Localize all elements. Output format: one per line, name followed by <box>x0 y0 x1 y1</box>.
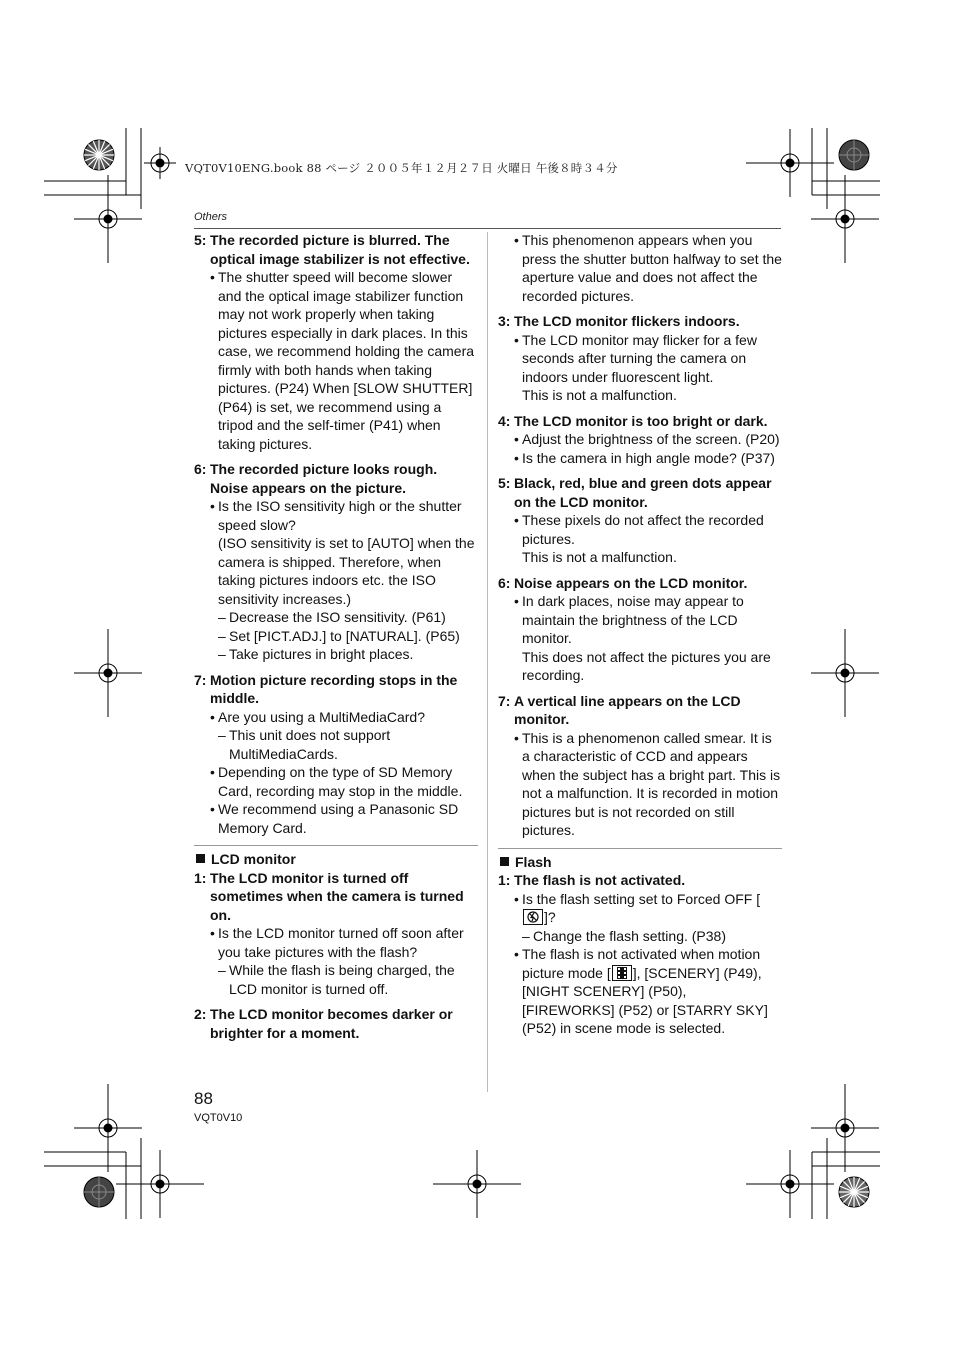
list-item: • In dark places, noise may appear to maintain the brightness of the LCD monitor. This does not affect the pictures you are recording. <box>514 593 771 683</box>
model-code: VQT0V10 <box>194 1112 243 1124</box>
list-item: • We recommend using a Panasonic SD Memory Card. <box>210 801 459 836</box>
right-column <box>498 231 782 1045</box>
header-rule <box>194 228 781 229</box>
sub-item: – Change the flash setting. (P38) <box>522 927 727 944</box>
list-item: • Is the ISO sensitivity high or the shutter speed slow? (ISO sensitivity is set to [AUTO] when the camera is shipped. Therefore, when taking pictures indoors etc. the ISO sensitivity increases.) <box>210 498 475 607</box>
item-title: The LCD monitor is too bright or dark. <box>514 412 768 429</box>
section-label: Others <box>194 211 228 223</box>
list-item: • The shutter speed will become slower and the optical image stabilizer function may not work properly when taking pictures especially in dark places. In this case, we recommend holding the camera firmly with both hands when taking pictures. (P24) When [SLOW SHUTTER] (P64) is set, we recommend using a tripod and the self-timer (P41) when taking pictures. <box>210 269 475 452</box>
column-divider <box>487 232 488 1092</box>
list-item: • Is the LCD monitor turned off soon after you take pictures with the flash? <box>210 925 464 960</box>
list-item: • This is a phenomenon called smear. It is a characteristic of CCD and appears when the subject has a bright part. This is not a malfunction. It is recorded in motion pictures but is not recorded on still pictures. <box>514 729 781 838</box>
item-title: Black, red, blue and green dots appear on the LCD monitor. <box>514 475 772 510</box>
sub-item: – This unit does not support MultiMediaCards. <box>218 727 391 762</box>
lcd-item-5: 5: Black, red, blue and green dots appear on the LCD monitor. • These pixels do not affect the recorded pictures. This is not a malfunction. <box>498 474 782 567</box>
list-item: • Depending on the type of SD Memory Card, recording may stop in the middle. <box>210 764 463 799</box>
motion-picture-icon <box>612 965 632 981</box>
item-number: 5: <box>194 232 207 248</box>
flash-item-1: 1: The flash is not activated. • Is the flash setting set to Forced OFF []? – Change the flash setting. (P38) • The flash is not activated when motion picture mode [ ], [SCENERY] (P49), [NIGHT SCENERY] (P50), [FIREWORKS] (P52) or [STARRY SKY] (P52) in scene mode is selected. <box>498 871 782 1038</box>
sub-item: – While the flash is being charged, the LCD monitor is turned off. <box>218 962 455 997</box>
sub-item: – Set [PICT.ADJ.] to [NATURAL]. (P65) <box>218 627 460 644</box>
item-title: Noise appears on the LCD monitor. <box>514 574 748 591</box>
item-title: The LCD monitor is turned off sometimes when the camera is turned on. <box>210 869 464 923</box>
square-bullet-icon <box>500 857 509 866</box>
list-item: • Adjust the brightness of the screen. (P20) <box>514 431 780 447</box>
list-item: • Is the camera in high angle mode? (P37) <box>514 449 775 466</box>
sub-item: – Take pictures in bright places. <box>218 646 414 662</box>
group-divider <box>194 845 478 846</box>
lcd-item-2-cont <box>498 231 782 305</box>
lcd-item-1: 1: The LCD monitor is turned off sometimes when the camera is turned on. • Is the LCD monitor turned off soon after you take pictures with the flash? – While the flash is being charged, the LCD monitor is turned off. <box>194 869 478 999</box>
trouble-item-6: 6: The recorded picture looks rough. Noise appears on the picture. • Is the ISO sensitivity high or the shutter speed slow? (ISO sensitivity is set to [AUTO] when the camera is shipped. Therefore, when taking pictures indoors etc. the ISO sensitivity increases.) – Decrease the ISO sensitivity. (P61) – Set [PICT.ADJ.] to [NATURAL]. (P65) – Take pictures in bright places. <box>194 460 478 664</box>
lcd-item-7: 7: A vertical line appears on the LCD monitor. • This is a phenomenon called smear. It is a characteristic of CCD and appears when the subject has a bright part. This is not a malfunction. It is recorded in motion pictures but is not recorded on still pictures. <box>498 692 781 838</box>
list-item: • The LCD monitor may flicker for a few seconds after turning the camera on indoors under fluorescent light. This is not a malfunction. <box>514 331 757 403</box>
left-column <box>194 231 478 1049</box>
lcd-item-2: 2: The LCD monitor becomes darker or brighter for a moment. <box>194 1005 478 1042</box>
group-heading-flash: Flash <box>498 853 782 872</box>
item-title: The recorded picture looks rough. Noise appears on the picture. <box>210 461 438 496</box>
item-title: The flash is not activated. <box>514 872 686 888</box>
lcd-item-6: 6: Noise appears on the LCD monitor. • In dark places, noise may appear to maintain the brightness of the LCD monitor. This does not affect the pictures you are recording. <box>498 574 782 685</box>
item-title: Motion picture recording stops in the middle. <box>210 671 458 706</box>
sub-item: – Decrease the ISO sensitivity. (P61) <box>218 609 446 625</box>
lcd-item-3: 3: The LCD monitor flickers indoors. • The LCD monitor may flicker for a few seconds after turning the camera on indoors under fluorescent light. This is not a malfunction. <box>498 312 782 405</box>
flash-off-icon <box>523 909 543 925</box>
item-title: The LCD monitor becomes darker or brighter for a moment. <box>210 1006 453 1041</box>
list-item: • This phenomenon appears when you press the shutter button halfway to set the aperture value and does not affect the recorded pictures. <box>514 232 782 304</box>
list-item: • These pixels do not affect the recorded pictures. This is not a malfunction. <box>514 512 764 565</box>
page-number: 88 <box>194 1089 213 1108</box>
trouble-item-5 <box>194 231 478 453</box>
item-title: A vertical line appears on the LCD monitor. <box>514 692 741 727</box>
list-item: • Are you using a MultiMediaCard? <box>210 708 425 725</box>
group-heading-lcd: LCD monitor <box>194 850 478 869</box>
trouble-item-7: 7: Motion picture recording stops in the middle. • Are you using a MultiMediaCard? – This unit does not support MultiMediaCards. • Depending on the type of SD Memory Card, recording may stop in the middle. • We recommend using a Panasonic SD Memory Card. <box>194 671 478 838</box>
item-title: The recorded picture is blurred. The optical image stabilizer is not effective. <box>210 232 470 267</box>
square-bullet-icon <box>196 854 205 863</box>
item-title: The LCD monitor flickers indoors. <box>514 313 740 329</box>
lcd-item-4: 4: The LCD monitor is too bright or dark. • Adjust the brightness of the screen. (P20) • Is the camera in high angle mode? (P37) <box>498 412 782 468</box>
list-item: • The flash is not activated when motion picture mode [ ], [SCENERY] (P49), [NIGHT SCENERY] (P50), [FIREWORKS] (P52) or [STARRY SKY] (P52) in scene mode is selected. <box>514 946 768 1036</box>
list-item: • Is the flash setting set to Forced OFF []? <box>514 890 761 925</box>
group-divider <box>498 848 782 849</box>
print-header: VQT0V10ENG.book 88 ページ ２００５年１２月２７日 火曜日 午後８時３４分 <box>185 161 618 175</box>
